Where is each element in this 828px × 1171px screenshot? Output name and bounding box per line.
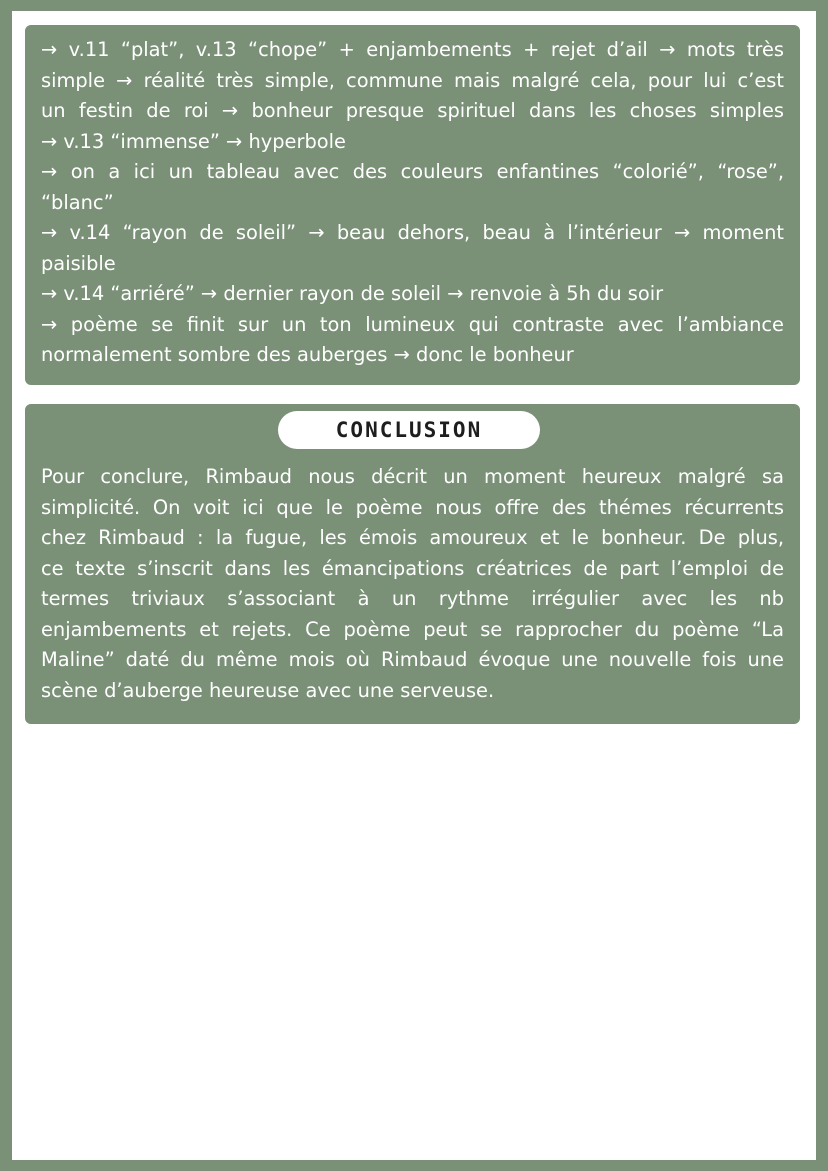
conclusion-box bbox=[25, 404, 800, 724]
conclusion-line-8: scène d’auberge heureuse avec une serveuse. bbox=[41, 678, 495, 702]
conclusion-line-7: Maline” daté du même mois où Rimbaud évoque une nouvelle fois une bbox=[41, 648, 784, 671]
conclusion-title: CONCLUSION bbox=[278, 411, 540, 449]
conclusion-line-1: Pour conclure, Rimbaud nous décrit un moment heureux malgré sa bbox=[41, 465, 784, 488]
analysis-line-10: → poème se finit sur un ton lumineux qui contraste avec l’ambiance bbox=[41, 312, 784, 336]
analysis-line-11: normalement sombre des auberges → donc le bonheur bbox=[41, 343, 574, 366]
page bbox=[12, 11, 816, 1160]
analysis-line-7: → v.14 “rayon de soleil” → beau dehors, beau à l’intérieur → moment bbox=[41, 221, 784, 244]
conclusion-line-4: ce texte s’inscrit dans les émancipations créatrices de part l’emploi de bbox=[41, 556, 784, 580]
conclusion-line-5: termes triviaux s’associant à un rythme irrégulier avec les nb bbox=[41, 587, 784, 610]
analysis-line-6: “blanc” bbox=[41, 190, 114, 214]
analysis-line-9: → v.14 “arriéré” → dernier rayon de soleil → renvoie à 5h du soir bbox=[41, 282, 664, 305]
analysis-line-4: → v.13 “immense” → hyperbole bbox=[41, 129, 346, 153]
analysis-line-8: paisible bbox=[41, 251, 116, 275]
conclusion-line-2: simplicité. On voit ici que le poème nous offre des thémes récurrents bbox=[41, 495, 784, 519]
conclusion-line-3: chez Rimbaud : la fugue, les émois amoureux et le bonheur. De plus, bbox=[41, 526, 784, 549]
conclusion-line-6: enjambements et rejets. Ce poème peut se rapprocher du poème “La bbox=[41, 617, 784, 641]
analysis-line-2: simple → réalité très simple, commune mais malgré cela, pour lui c’est bbox=[41, 68, 784, 92]
analysis-line-5: → on a ici un tableau avec des couleurs enfantines “colorié”, “rose”, bbox=[41, 160, 784, 183]
analysis-line-3: un festin de roi → bonheur presque spirituel dans les choses simples bbox=[41, 99, 784, 122]
analysis-line-1: → v.11 “plat”, v.13 “chope” + enjambements + rejet d’ail → mots très bbox=[41, 38, 784, 61]
conclusion-text bbox=[41, 462, 784, 706]
analysis-box bbox=[25, 25, 800, 385]
